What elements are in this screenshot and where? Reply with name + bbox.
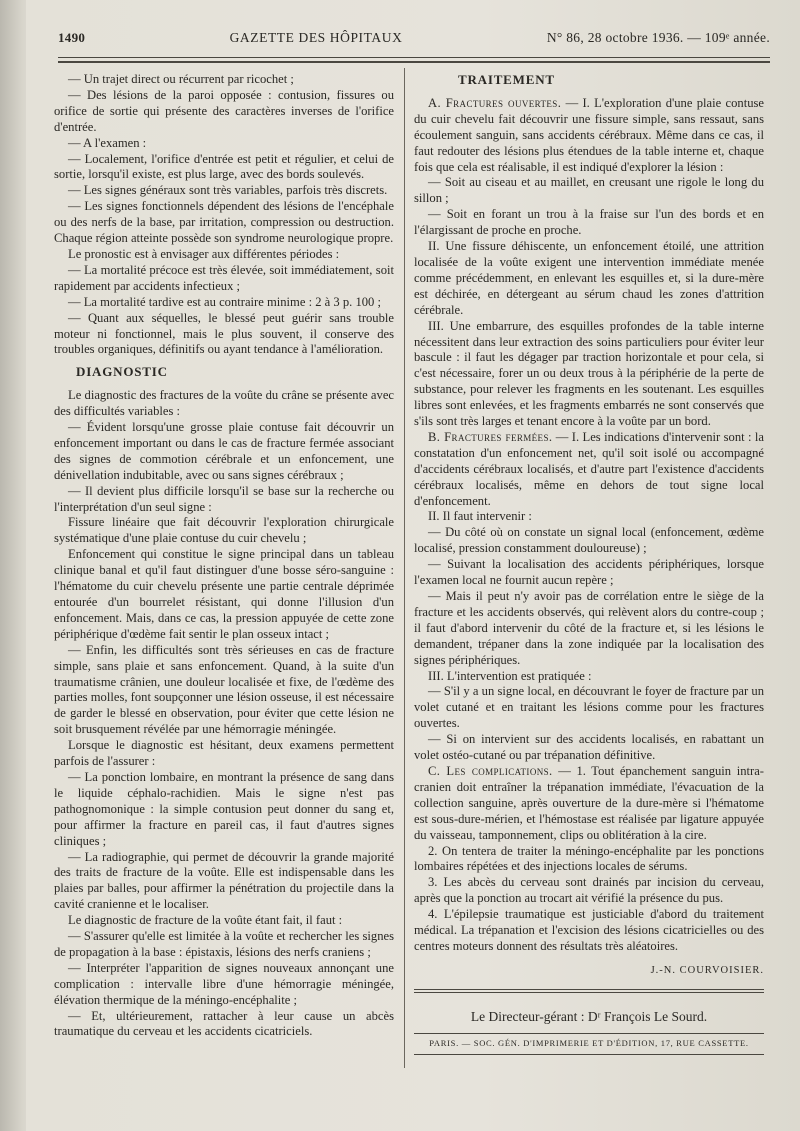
header-rule-thick (58, 61, 770, 63)
paragraph (414, 764, 764, 844)
issue-info: N° 86, 28 octobre 1936. — 109ᵉ année. (546, 30, 770, 45)
paragraph: II. Une fissure déhiscente, un enfoncement étoilé, une attrition localisée de la voûte exigent une intervention immédiate menée comme précédemment, en enlevant les esquilles et, si la dure-mère est déchirée, en détergeant au sérum chaud les zones d'attrition cérébrale. (414, 239, 764, 317)
paragraph: Le diagnostic de fracture de la voûte étant fait, il faut : (68, 913, 343, 928)
paragraph: Le pronostic est à envisager aux différentes périodes : (68, 246, 340, 261)
paragraph: — S'assurer qu'elle est limitée à la voûte et rechercher les signes de propagation à la base : épistaxis, lésions des nerfs craniens ; (54, 929, 394, 959)
paragraph: — Si on intervient sur des accidents localisés, en rabattant un volet ostéo-cutané ou par trépanation définitive. (414, 732, 764, 763)
paragraph: — Du côté où on constate un signal local (enfoncement, œdème localisé, pression constamment douloureuse) ; (414, 525, 764, 556)
footer-rule-double (414, 992, 764, 993)
section-title-diagnostic: DIAGNOSTIC (76, 364, 168, 380)
right-column (414, 72, 764, 1055)
paragraph (414, 96, 764, 176)
paragraph: Fissure linéaire que fait découvrir l'exploration chirurgicale systématique d'une plaie contuse du cuir chevelu ; (54, 515, 394, 546)
printer-imprint: PARIS. — SOC. GÉN. D'IMPRIMERIE ET D'ÉDITION, 17, RUE CASSETTE. (414, 1033, 764, 1055)
paragraph: Enfoncement qui constitue le signe principal dans un tableau clinique banal et qu'il faut distinguer d'une bosse séro-sanguine : l'hématome du cuir chevelu présente une partie centrale déprimée entourée d'un bourrelet résistant, qui donne l'illusion d'un enfoncement. Mais, dans ce cas, la pression appuyée de cette zone périphérique d'œdème fait sentir le plan osseux intact ; (54, 547, 394, 641)
paragraph: — Les signes fonctionnels dépendent des lésions de l'encéphale ou des nerfs de la base, par irritation, compression ou destruction. Chaque région atteinte possède son syndrome neurologique propre. (54, 199, 394, 246)
paragraph: — S'il y a un signe local, en découvrant le foyer de fracture par un volet cutané et en traitant les lésions comme pour les fractures ouvertes. (414, 684, 764, 731)
paragraph: Lorsque le diagnostic est hésitant, deux examens permettent parfois de l'assurer : (54, 738, 394, 769)
paragraph: — Évident lorsqu'une grosse plaie contuse fait découvrir un enfoncement important ou dans le cas de fracture fermée associant des signes de commotion cérébrale et un enfoncement, une dénivellation indubitable, avec ou sans signes cérébraux ; (54, 420, 394, 482)
paragraph: — Localement, l'orifice d'entrée est petit et régulier, et celui de sortie, lorsqu'il existe, est plus large, avec des bords soulevés. (54, 151, 394, 182)
paragraph: — Interpréter l'apparition de signes nouveaux annonçant une complication : intervalle libre d'une hémorragie méningée, élévation thermique de la méningo-encéphalite ; (54, 960, 394, 1007)
paragraph-text: — I. L'exploration d'une plaie contuse du cuir chevelu fait découvrir une fissure simple, sans ressaut, sans écoulement sanguin, sans accidents cérébraux. Même dans ce cas, il faut redouter des lésions plus étendues de la table interne et, chaque fois que cela est réalisable, il est indiqué d'explorer la lésion : (414, 95, 764, 174)
footer-rule (414, 989, 764, 990)
paragraph: — Quant aux séquelles, le blessé peut guérir sans trouble moteur ni fonctionnel, mais le plus souvent, il conserve des troubles organiques, définitifs ou ayant tendance à l'amélioration. (54, 310, 394, 357)
left-column (54, 72, 394, 1040)
paragraph: — Les signes généraux sont très variables, parfois très discrets. (68, 183, 388, 198)
paragraph: — La mortalité précoce est très élevée, soit immédiatement, soit rapidement par accidents infectieux ; (54, 262, 394, 293)
paragraph: II. Il faut intervenir : (428, 509, 532, 524)
paragraph: — Un trajet direct ou récurrent par ricochet ; (68, 72, 294, 86)
paragraph: — Il devient plus difficile lorsqu'il se base sur la recherche ou l'interprétation d'un seul signe : (54, 483, 394, 514)
header-rule (58, 57, 770, 58)
paragraph: 2. On tentera de traiter la méningo-encéphalite par les ponctions lombaires répétées et des injections locales de sérums. (414, 843, 764, 874)
paragraph: — Suivant la localisation des accidents périphériques, lorsque l'examen local ne fournit aucun repère ; (414, 557, 764, 588)
page-header (58, 30, 770, 56)
column-divider (404, 68, 405, 1068)
page-number: 1490 (58, 30, 86, 45)
paragraph: — Et, ultérieurement, rattacher à leur cause un abcès traumatique du cerveau et les accidents cicatriciels. (54, 1008, 394, 1039)
director-line: Le Directeur-gérant : Dʳ François Le Sourd. (470, 1008, 708, 1024)
paragraph: — A l'examen : (68, 135, 147, 150)
paragraph: Le diagnostic des fractures de la voûte du crâne se présente avec des difficultés variables : (54, 388, 394, 419)
paragraph: — Des lésions de la paroi opposée : contusion, fissures ou orifice de sortie qui présente des caractères inverses de l'orifice d'entrée. (54, 87, 394, 134)
journal-title: GAZETTE DES HÔPITAUX (229, 30, 403, 45)
paragraph: III. L'intervention est pratiquée : (428, 668, 592, 683)
paragraph: — La radiographie, qui permet de découvrir la grande majorité des traits de fracture de la voûte. Elle est indispensable dans les plaies par balles, pour affirmer la pénétration du projectile dans la cavité cranienne et le localiser. (54, 849, 394, 912)
paragraph: 4. L'épilepsie traumatique est justiciable d'abord du traitement médical. La trépanation et l'excision des lésions cicatricielles ou des centres moteurs donnent des résultats très aléatoires. (414, 907, 764, 953)
author-signature: J.-N. COURVOISIER. (650, 964, 764, 976)
paragraph: III. Une embarrure, des esquilles profondes de la table interne nécessitent dans leur extraction des soins particuliers pour éviter leur bascule : il faut les dégager par traction horizontale et pour cela, si c'est nécessaire, forer un ou deux trous à la périphérie de la perte de substance, pour relever les fragments en les soutenant. Les esquilles libres sont enlevées, et les fragments embarrés ne sont conservés que s'ils sont très larges et tenant encore à la voûte par un bord. (414, 318, 764, 429)
paragraph: — Soit au ciseau et au maillet, en creusant une rigole le long du sillon ; (414, 175, 764, 206)
paragraph: — La ponction lombaire, en montrant la présence de sang dans le liquide céphalo-rachidien. Mais le signe n'est pas pathognomonique : la simple contusion peut donner du sang et, pour affirmer la fracture en pareil cas, il faut d'autres signes cliniques ; (54, 769, 394, 848)
subsection-head: B. Fractures fermées. (428, 429, 553, 444)
paragraph: — Mais il peut n'y avoir pas de corrélation entre le siège de la fracture et les accidents observés, qui relèvent alors du contre-coup ; il faut d'abord intervenir du côté de la fracture et, si les lésions le demandent, trépaner dans la zone indiquée par la localisation des signes périphériques. (414, 589, 764, 667)
subsection-head: A. Fractures ouvertes. (428, 95, 562, 110)
section-title-traitement: TRAITEMENT (458, 72, 555, 87)
paragraph-text: — I. Les indications d'intervenir sont : la constatation d'un enfoncement net, qu'il soit isolé ou accompagné d'accidents cérébraux localisés, et d'autre part l'existence d'accidents cérébraux localisés, même en dehors de tout signe local d'enfoncement. (414, 429, 764, 508)
paragraph (414, 430, 764, 510)
paragraph: — La mortalité tardive est au contraire minime : 2 à 3 p. 100 ; (68, 294, 381, 309)
paragraph: — Enfin, les difficultés sont très sérieuses en cas de fracture simple, sans plaie et sans enfoncement. Quand, à la suite d'un traumatisme crânien, une douleur localisée et fixe, de l'œdème des parties molles, font soupçonner une lésion osseuse, il est nécessaire de garder le blessé en observation, pour éviter que cette lésion ne soit brusquement révélée par une hémorragie méningée. (54, 642, 394, 737)
paragraph: — Soit en forant un trou à la fraise sur l'un des bords et en l'élargissant de proche en proche. (414, 207, 764, 238)
subsection-head: C. Les complications. (428, 763, 553, 778)
paragraph: 3. Les abcès du cerveau sont drainés par incision du cerveau, après que la ponction au trocart ait vérifié la présence du pus. (414, 875, 764, 906)
paragraph-text: — 1. Tout épanchement sanguin intra-cranien doit entraîner la trépanation immédiate, l'évacuation de la collection sanguine, après ouverture de la dure-mère si l'hématome est sous-dure-mérien, et l'hémostase est réalisée par ligature appuyée du vaisseau, tamponnement, clips ou oblitération à la cire. (414, 763, 764, 842)
